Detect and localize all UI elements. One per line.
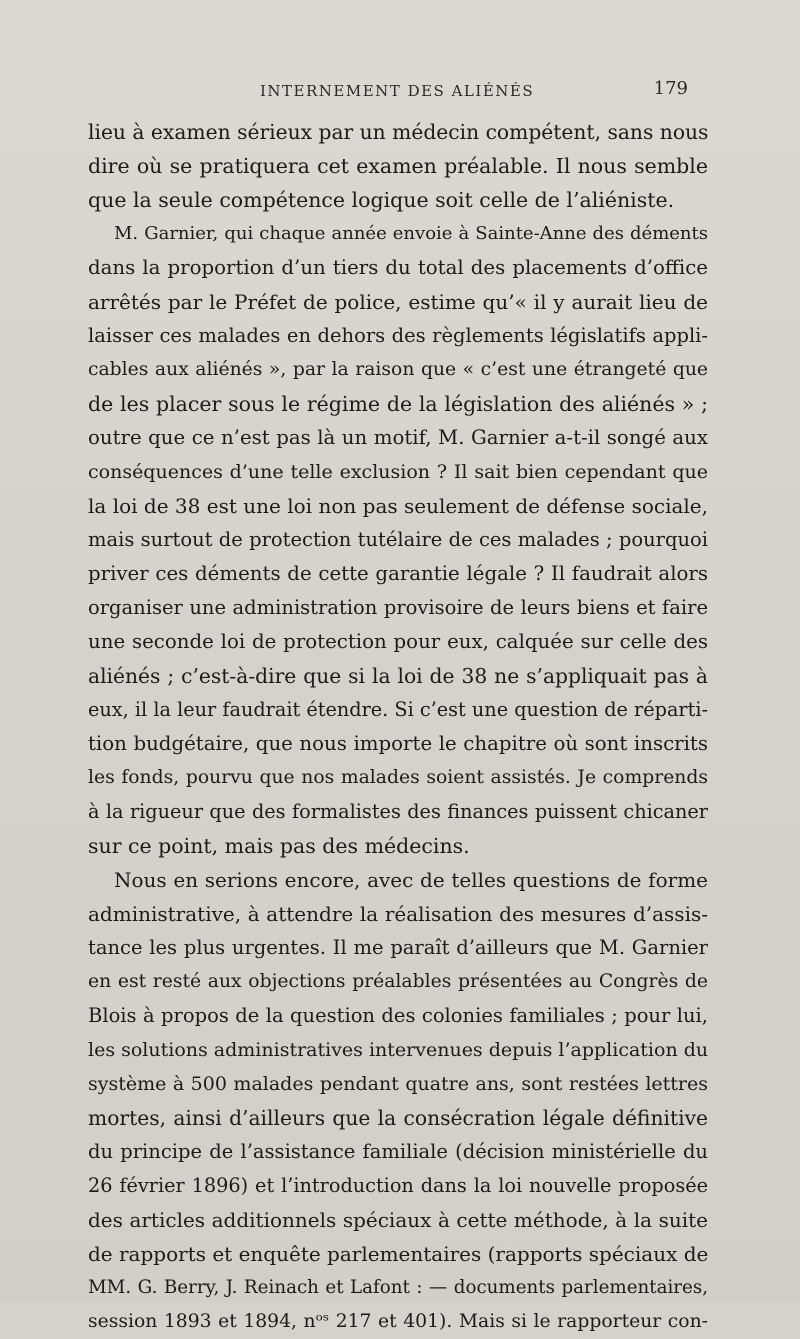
text-line: les fonds, pourvu que nos malades soient assistés. Je comprends: [88, 767, 708, 788]
page-header: [88, 78, 688, 104]
text-line: dans la proportion d’un tiers du total des placements d’office: [88, 256, 708, 279]
text-line: mais surtout de protection tutélaire de ces malades ; pourquoi: [88, 528, 708, 551]
text-line: dire où se pratiquera cet examen préalable. Il nous semble: [88, 154, 708, 178]
text-line: eux, il la leur faudrait étendre. Si c’est une question de réparti-: [88, 698, 708, 721]
running-title: INTERNEMENT DES ALIÉNÉS: [260, 82, 535, 100]
text-line: de les placer sous le régime de la législation des aliénés » ;: [88, 392, 708, 416]
text-line: à la rigueur que des formalistes des finances puissent chicaner: [88, 800, 708, 823]
text-line: outre que ce n’est pas là un motif, M. Garnier a-t-il songé aux: [88, 426, 708, 449]
text-line: MM. G. Berry, J. Reinach et Lafont : — documents parlementaires,: [88, 1277, 708, 1298]
body-text: [88, 115, 708, 1339]
text-line: de rapports et enquête parlementaires (rapports spéciaux de: [88, 1242, 708, 1266]
text-line: en est resté aux objections préalables présentées au Congrès de: [88, 971, 708, 992]
text-line: laisser ces malades en dehors des règlements législatifs appli-: [88, 324, 708, 347]
text-line: système à 500 malades pendant quatre ans, sont restées lettres: [88, 1073, 708, 1095]
text-line: priver ces déments de cette garantie légale ? Il faudrait alors: [88, 562, 708, 585]
text-line: sur ce point, mais pas des médecins.: [88, 834, 470, 858]
text-line: des articles additionnels spéciaux à cette méthode, à la suite: [88, 1208, 708, 1232]
text-line: arrêtés par le Préfet de police, estime qu’« il y aurait lieu de: [88, 290, 708, 314]
text-line: les solutions administratives intervenues depuis l’application du: [88, 1039, 708, 1061]
text-line: cables aux aliénés », par la raison que « c’est une étrangeté que: [88, 359, 708, 380]
text-line: la loi de 38 est une loi non pas seulement de défense sociale,: [88, 494, 708, 518]
text-line: que la seule compétence logique soit celle de l’aliéniste.: [88, 188, 675, 212]
text-line: Blois à propos de la question des colonies familiales ; pour lui,: [88, 1004, 708, 1027]
text-line: tance les plus urgentes. Il me paraît d’ailleurs que M. Garnier: [88, 936, 708, 959]
text-line: Nous en serions encore, avec de telles questions de forme: [114, 868, 708, 892]
text-line: mortes, ainsi d’ailleurs que la consécration légale définitive: [88, 1106, 708, 1130]
text-line: conséquences d’une telle exclusion ? Il sait bien cependant que: [88, 461, 708, 483]
text-line: une seconde loi de protection pour eux, calquée sur celle des: [88, 630, 708, 653]
text-line: lieu à examen sérieux par un médecin compétent, sans nous: [88, 120, 708, 144]
text-line: M. Garnier, qui chaque année envoie à Sainte-Anne des déments: [114, 223, 708, 244]
text-line: 26 février 1896) et l’introduction dans la loi nouvelle proposée: [88, 1174, 708, 1197]
text-line: tion budgétaire, que nous importe le chapitre où sont inscrits: [88, 732, 708, 755]
text-line: aliénés ; c’est-à-dire que si la loi de 38 ne s’appliquait pas à: [88, 664, 708, 688]
page-number: 179: [653, 78, 688, 99]
text-line: organiser une administration provisoire de leurs biens et faire: [88, 596, 708, 619]
text-line: du principe de l’assistance familiale (décision ministérielle du: [88, 1140, 708, 1163]
text-line: session 1893 et 1894, nᵒˢ 217 et 401). Mais si le rapporteur con-: [88, 1311, 708, 1332]
text-line: administrative, à attendre la réalisation des mesures d’assis-: [88, 902, 708, 926]
